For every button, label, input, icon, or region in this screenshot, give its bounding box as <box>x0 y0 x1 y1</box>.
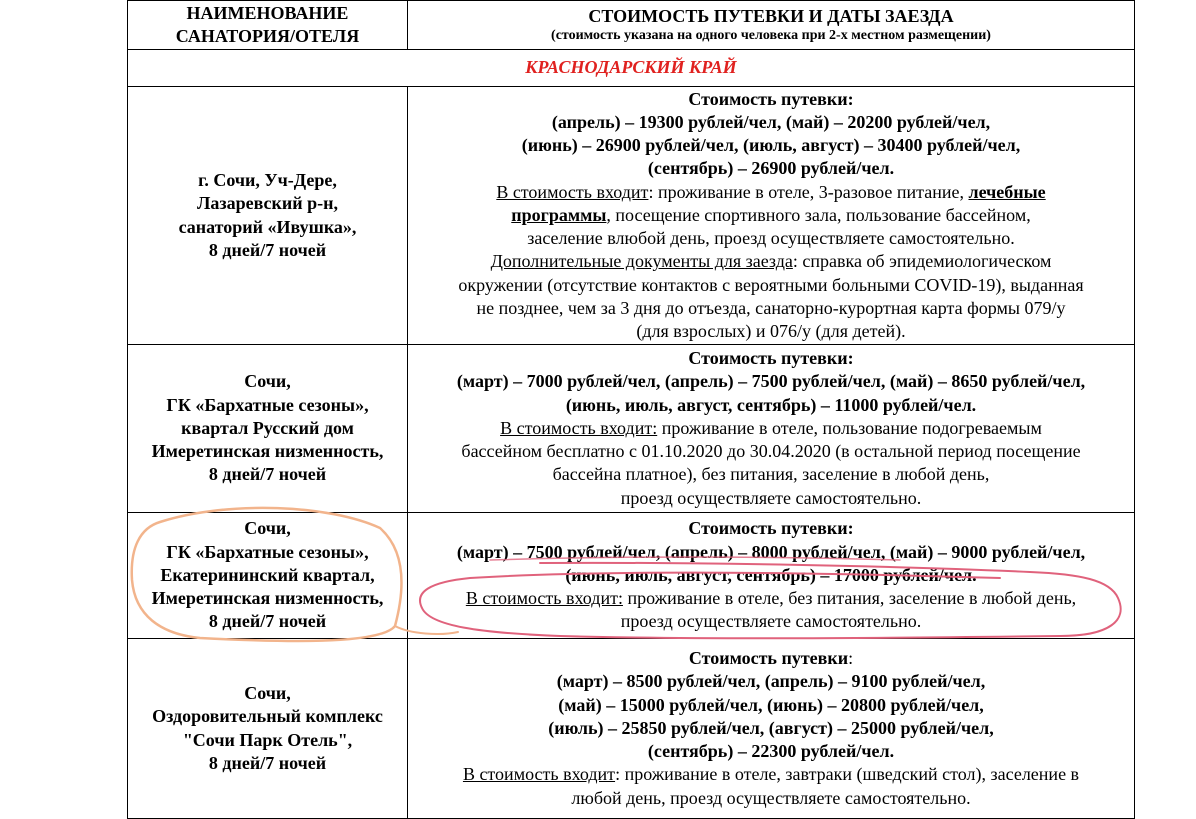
docs-line: (для взрослых) и 076/у (для детей). <box>636 320 906 341</box>
table-row <box>128 87 1135 345</box>
hotel-name-line: 8 дней/7 ночей <box>208 611 327 632</box>
includes-label: В стоимость входит: <box>465 588 623 609</box>
price-line: (июнь) – 26900 рублей/чел, (июль, август) – 30400 рублей/чел, <box>521 135 1021 156</box>
hotel-name-line: Имеретинская низменность, <box>151 588 384 609</box>
includes-line: любой день, проезд осуществляете самостоятельно. <box>571 787 971 808</box>
includes-label: В стоимость входит <box>462 764 616 785</box>
hotel-name-line: 8 дней/7 ночей <box>208 464 327 485</box>
hotel-name-line: Сочи, <box>244 371 291 392</box>
header-price-title: СТОИМОСТЬ ПУТЕВКИ И ДАТЫ ЗАЕЗДА <box>588 6 954 26</box>
hotel-name-line: г. Сочи, Уч-Дере, <box>198 170 337 191</box>
includes-text: проживание в отеле, без питания, заселение в любой день, <box>622 588 1077 609</box>
table-row <box>128 345 1135 513</box>
header-price-cell <box>408 1 1135 50</box>
includes-line <box>408 181 1134 204</box>
price-title-line <box>408 647 1134 670</box>
includes-text: проживание в отеле, пользование подогреваемым <box>657 417 1042 438</box>
header-price-subtitle: (стоимость указана на одного человека при 2-х местном размещении) <box>551 28 991 43</box>
includes-text: : проживание в отеле, завтраки (шведский стол), заселение в <box>615 764 1080 785</box>
hotel-name-line: Сочи, <box>244 683 291 704</box>
hotel-name-cell <box>128 639 408 819</box>
hotel-name-line: 8 дней/7 ночей <box>208 752 327 773</box>
price-cell <box>408 513 1135 639</box>
hotel-name-line: квартал Русский дом <box>181 417 354 438</box>
includes-label: В стоимость входит <box>496 181 649 202</box>
price-line: (май) – 15000 рублей/чел, (июнь) – 20800 рублей/чел, <box>558 694 984 715</box>
price-title-suffix: : <box>848 648 854 669</box>
price-line: (сентябрь) – 22300 рублей/чел. <box>647 741 895 762</box>
price-line: (март) – 7000 рублей/чел, (апрель) – 7500 рублей/чел, (май) – 8650 рублей/чел, <box>456 371 1086 392</box>
includes-highlight: программы <box>511 204 607 225</box>
docs-line: не позднее, чем за 3 дня до отъезда, санаторно-курортная карта формы 079/у <box>476 297 1066 318</box>
region-title: КРАСНОДАРСКИЙ КРАЙ <box>128 50 1135 87</box>
price-title: Стоимость путевки: <box>688 88 854 109</box>
includes-line: бассейном бесплатно с 01.10.2020 до 30.04.2020 (в остальной период посещение <box>461 441 1081 462</box>
price-line: (март) – 8500 рублей/чел, (апрель) – 9100 рублей/чел, <box>556 671 986 692</box>
price-line: (июнь, июль, август, сентябрь) – 17000 рублей/чел. <box>565 564 977 585</box>
price-line: (март) – 7500 рублей/чел, (апрель) – 8000 рублей/чел, (май) – 9000 рублей/чел, <box>456 541 1086 562</box>
hotel-name-cell <box>128 345 408 513</box>
includes-highlight: лечебные <box>968 181 1046 202</box>
hotel-name-line: Лазаревский р-н, <box>196 193 339 214</box>
region-row <box>128 50 1135 87</box>
docs-line <box>408 250 1134 273</box>
includes-text: , посещение спортивного зала, пользование бассейном, <box>606 204 1031 225</box>
hotel-name-line: санаторий «Ивушка», <box>178 216 357 237</box>
docs-label: Дополнительные документы для заезда <box>490 251 793 272</box>
price-cell <box>408 345 1135 513</box>
includes-label: В стоимость входит: <box>500 417 658 438</box>
price-line: (сентябрь) – 26900 рублей/чел. <box>647 158 895 179</box>
hotel-name-line: ГК «Бархатные сезоны», <box>166 394 369 415</box>
includes-line <box>408 763 1134 786</box>
includes-line <box>408 204 1134 227</box>
docs-text: : справка об эпидемиологическом <box>792 251 1052 272</box>
includes-line: заселение влюбой день, проезд осуществляете самостоятельно. <box>527 228 1015 249</box>
hotel-name-line: Оздоровительный комплекс <box>152 706 383 727</box>
price-cell <box>408 639 1135 819</box>
price-cell <box>408 87 1135 345</box>
hotel-name-cell <box>128 87 408 345</box>
price-line: (июнь, июль, август, сентябрь) – 11000 рублей/чел. <box>565 394 977 415</box>
table-row <box>128 513 1135 639</box>
includes-line: проезд осуществляете самостоятельно. <box>620 487 922 508</box>
includes-line <box>408 587 1134 610</box>
includes-line: проезд осуществляете самостоятельно. <box>620 611 922 632</box>
table-header-row <box>128 1 1135 50</box>
hotel-name-cell <box>128 513 408 639</box>
hotel-name-line: Сочи, <box>244 518 291 539</box>
includes-line: бассейна платное), без питания, заселение в любой день, <box>552 464 990 485</box>
hotel-name-line: Имеретинская низменность, <box>151 441 384 462</box>
price-line: (апрель) – 19300 рублей/чел, (май) – 20200 рублей/чел, <box>551 112 991 133</box>
price-title: Стоимость путевки <box>688 648 849 669</box>
header-name-line-1: НАИМЕНОВАНИЕ <box>186 2 349 23</box>
docs-line: окружении (отсутствие контактов с вероятными больными COVID-19), выданная <box>458 274 1084 295</box>
header-name-line-2: САНАТОРИЯ/ОТЕЛЯ <box>175 26 360 46</box>
hotel-name-line: "Сочи Парк Отель", <box>182 729 353 750</box>
tour-price-table <box>127 0 1135 819</box>
price-title: Стоимость путевки: <box>688 348 854 369</box>
includes-text: : проживание в отеле, 3-разовое питание, <box>648 181 969 202</box>
price-line: (июль) – 25850 рублей/чел, (август) – 25000 рублей/чел, <box>548 717 994 738</box>
hotel-name-line: ГК «Бархатные сезоны», <box>166 541 369 562</box>
header-name-cell <box>128 1 408 50</box>
price-title: Стоимость путевки: <box>688 518 854 539</box>
hotel-name-line: Екатерининский квартал, <box>160 564 375 585</box>
includes-line <box>408 417 1134 440</box>
table-row <box>128 639 1135 819</box>
hotel-name-line: 8 дней/7 ночей <box>208 239 327 260</box>
